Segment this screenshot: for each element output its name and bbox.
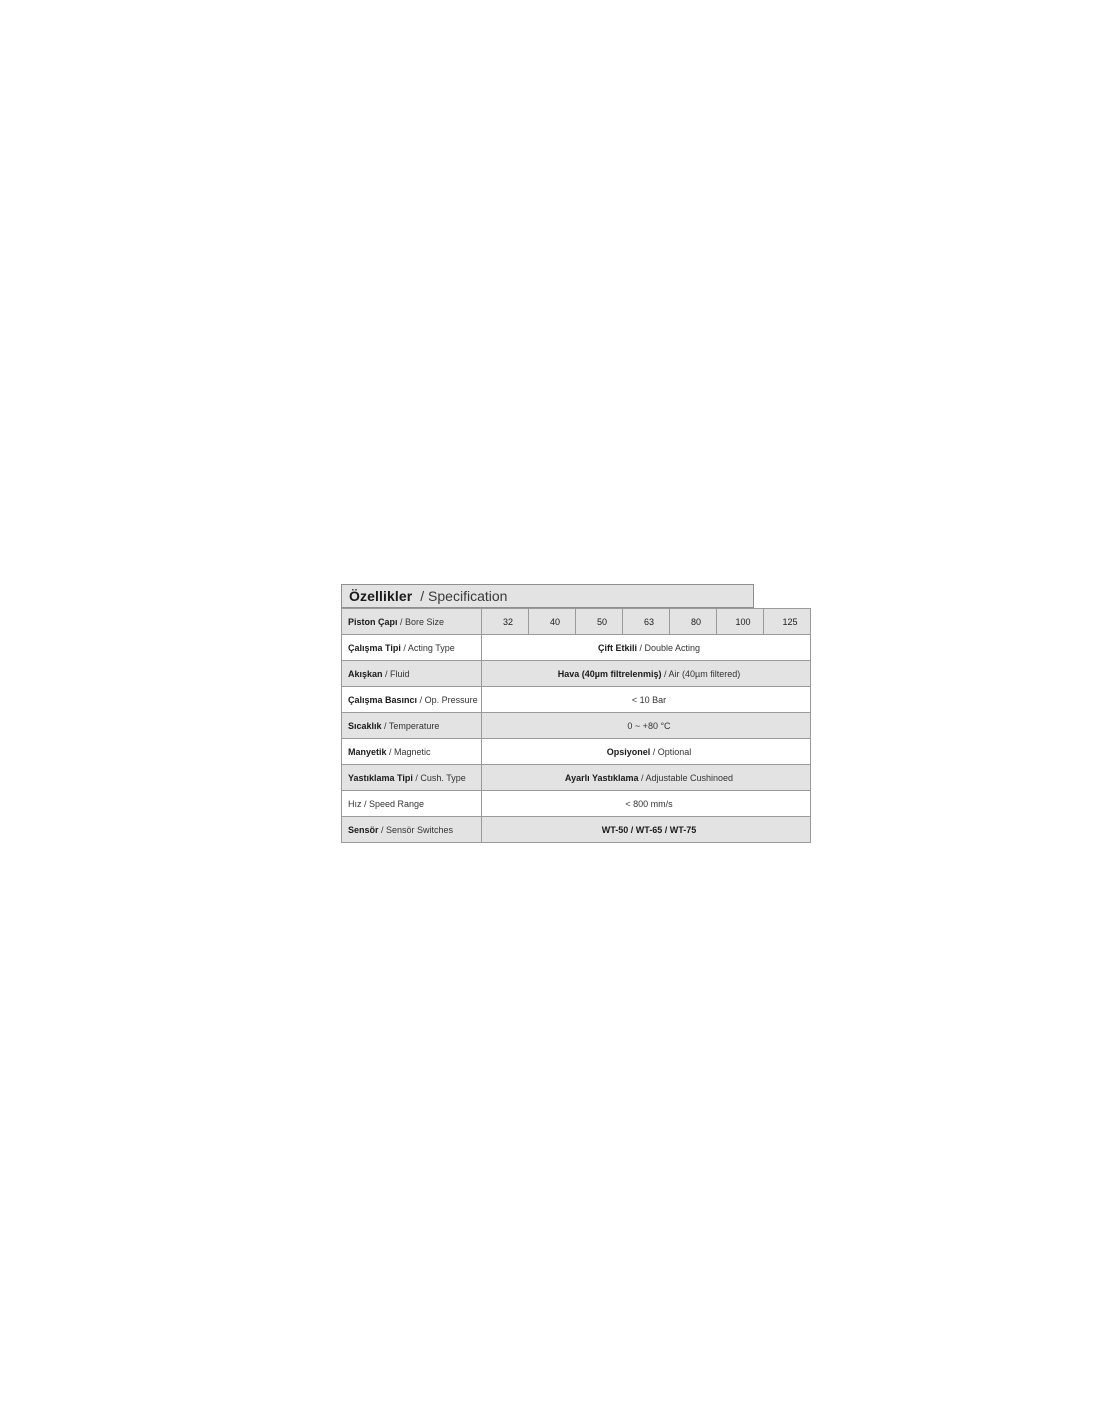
row-value-cell: [482, 817, 811, 843]
table-row: [342, 687, 811, 713]
row-label-tr: Yastıklama Tipi: [348, 772, 413, 783]
row-label-tr: Piston Çapı: [348, 616, 398, 627]
row-value-en: 0 ~ +80 °C: [627, 720, 671, 731]
row-value-cell: [482, 765, 811, 791]
row-value-en: / Air (40µm filtered): [664, 668, 741, 679]
row-value-cell: [482, 739, 811, 765]
specification-table: [341, 608, 811, 843]
row-label-cell: [342, 765, 482, 791]
bore-size-cell: 50: [576, 609, 623, 635]
row-label-cell: [342, 687, 482, 713]
row-label-cell: [342, 635, 482, 661]
bore-size-cell: 80: [670, 609, 717, 635]
table-row: [342, 791, 811, 817]
row-value-tr: Hava (40µm filtrelenmiş): [557, 668, 662, 679]
row-label-cell: [342, 661, 482, 687]
row-value-cell: [482, 635, 811, 661]
row-label-cell: [342, 817, 482, 843]
row-value-tr: WT-50 / WT-65 / WT-75: [601, 824, 697, 835]
row-label-en: / Bore Size: [400, 616, 445, 627]
row-label-cell: [342, 609, 482, 635]
row-label-en: / Acting Type: [403, 642, 455, 653]
row-value-cell: [482, 661, 811, 687]
row-label-en: / Fluid: [385, 668, 410, 679]
row-value-tr: Opsiyonel: [606, 746, 651, 757]
bore-size-cell: 32: [482, 609, 529, 635]
row-label-en: / Sensör Switches: [381, 824, 454, 835]
row-label-tr: Sıcaklık: [348, 720, 382, 731]
row-label-tr: Akışkan: [348, 668, 383, 679]
row-value-tr: Ayarlı Yastıklama: [564, 772, 639, 783]
bore-size-cell: 100: [717, 609, 764, 635]
table-row: [342, 661, 811, 687]
table-row: [342, 817, 811, 843]
title-text-tr: Özellikler: [349, 588, 413, 604]
row-label-en: / Magnetic: [389, 746, 431, 757]
title-text-en: / Specification: [420, 588, 508, 604]
table-row: [342, 713, 811, 739]
bore-size-cell: 40: [529, 609, 576, 635]
specification-title-bar: [341, 584, 754, 608]
row-label-tr: Çalışma Tipi: [348, 642, 401, 653]
row-label-en: / Op. Pressure: [419, 694, 478, 705]
row-label-tr: Manyetik: [348, 746, 387, 757]
specification-block: [341, 584, 798, 843]
bore-size-cell: 125: [764, 609, 811, 635]
row-label-en: Hız / Speed Range: [348, 798, 425, 809]
row-value-cell: [482, 687, 811, 713]
bore-size-cell: 63: [623, 609, 670, 635]
row-label-cell: [342, 739, 482, 765]
row-value-cell: [482, 713, 811, 739]
row-value-en: < 10 Bar: [631, 694, 667, 705]
row-value-en: / Adjustable Cushinoed: [641, 772, 734, 783]
table-row: [342, 635, 811, 661]
row-label-tr: Sensör: [348, 824, 379, 835]
row-value-en: / Optional: [652, 746, 692, 757]
table-row: [342, 739, 811, 765]
row-value-en: / Double Acting: [639, 642, 701, 653]
row-label-cell: [342, 791, 482, 817]
row-value-cell: [482, 791, 811, 817]
row-label-en: / Cush. Type: [415, 772, 466, 783]
row-label-cell: [342, 713, 482, 739]
specification-table-body: [342, 609, 811, 843]
row-label-en: / Temperature: [384, 720, 440, 731]
row-value-tr: Çift Etkili: [597, 642, 637, 653]
table-row: [342, 609, 811, 635]
row-label-tr: Çalışma Basıncı: [348, 694, 418, 705]
table-row: [342, 765, 811, 791]
row-value-en: < 800 mm/s: [625, 798, 673, 809]
